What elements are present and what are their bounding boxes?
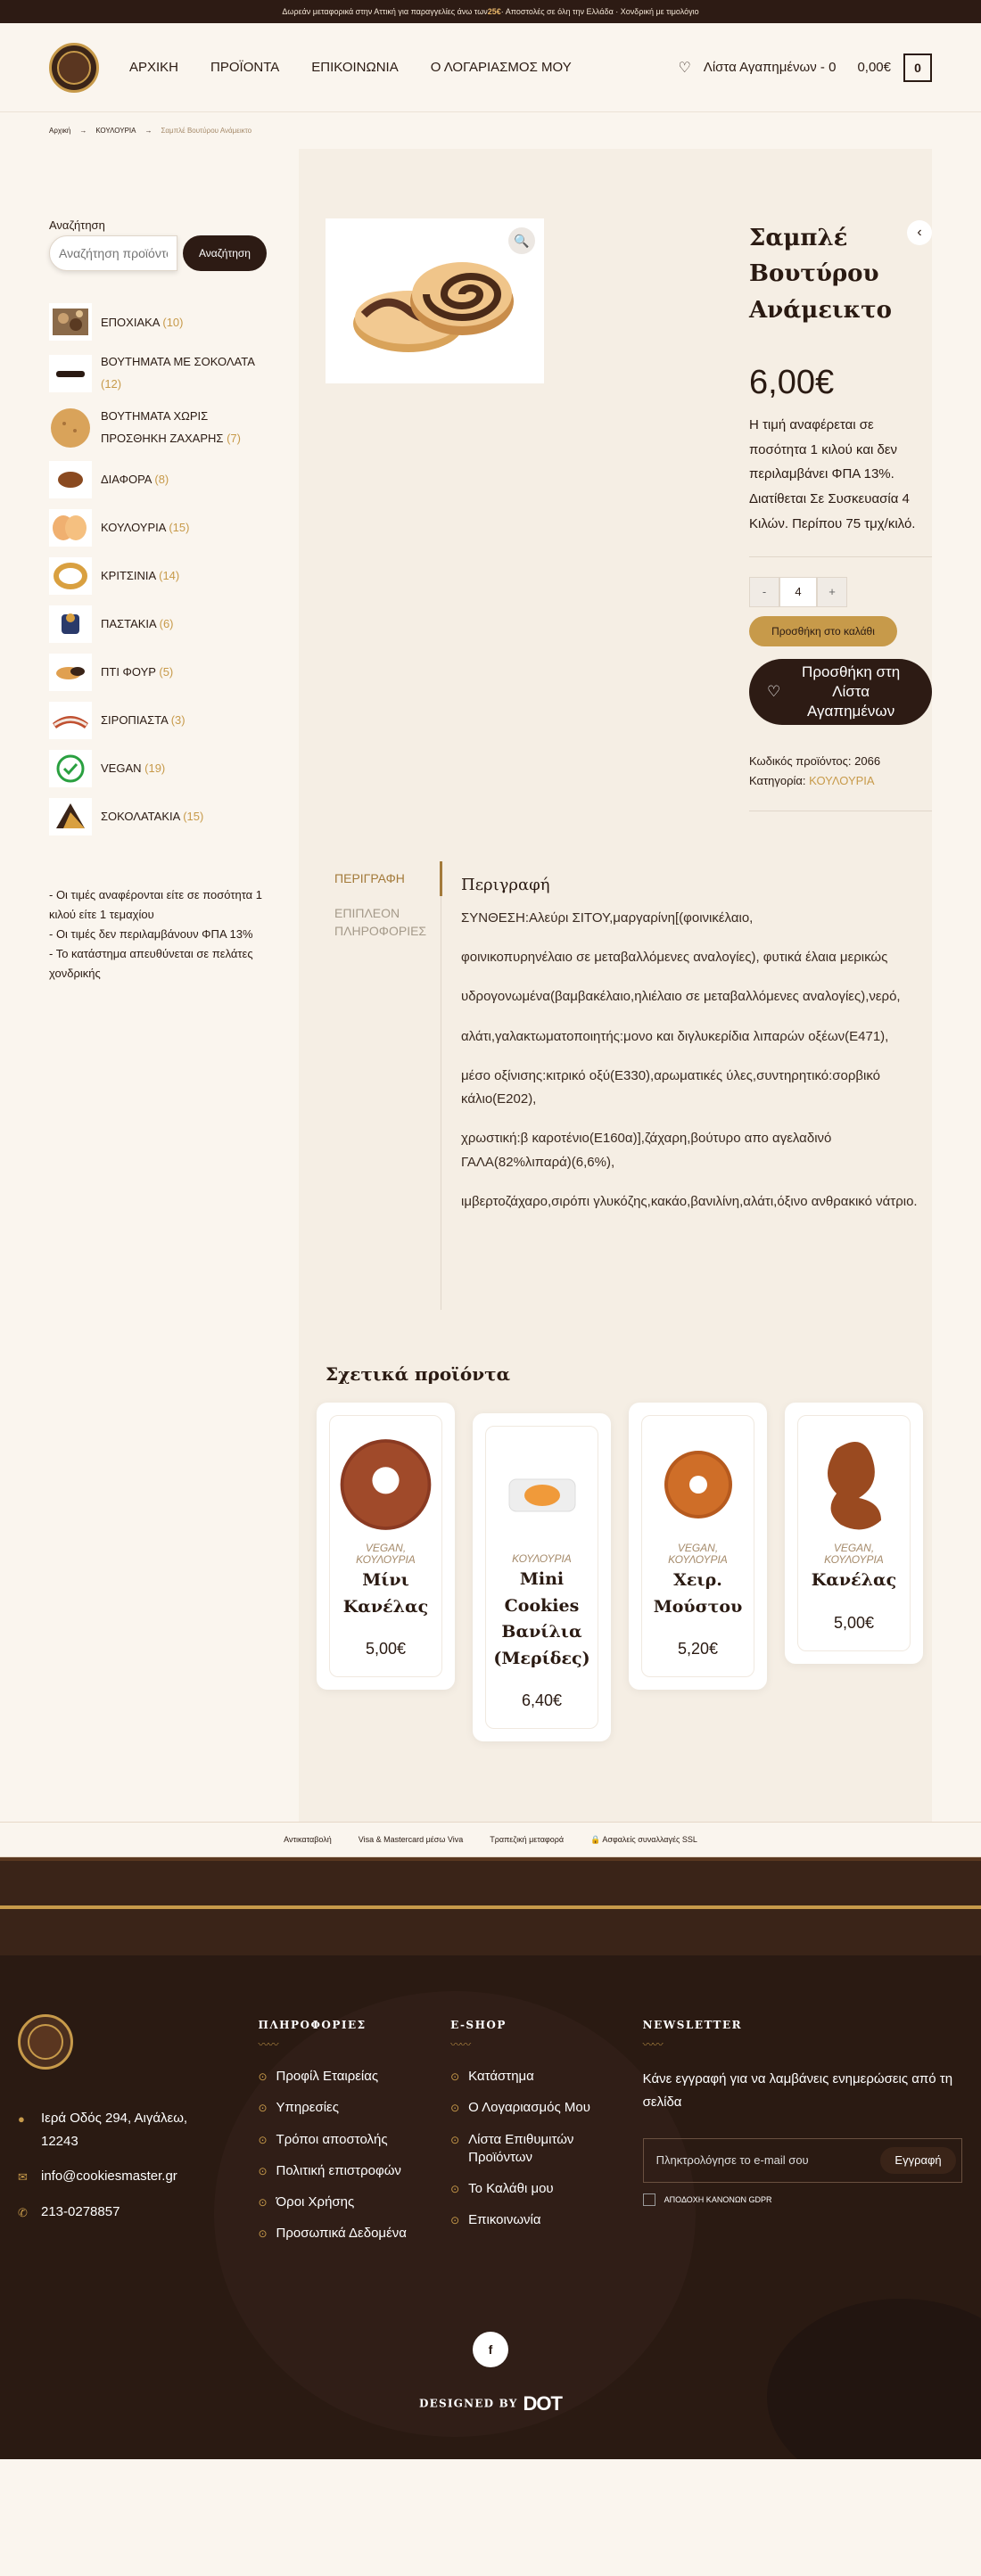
product-title[interactable]: Mini Cookies Βανίλια (Μερίδες) bbox=[493, 1569, 590, 1668]
circle-bullet-icon: ⊙ bbox=[258, 2164, 268, 2177]
related-products bbox=[299, 1363, 932, 1822]
footer-background-decor bbox=[767, 2299, 981, 2459]
product-category[interactable]: VEGAN, ΚΟΥΛΟΥΡΙΑ bbox=[824, 1542, 884, 1567]
category-item[interactable] bbox=[49, 406, 299, 449]
payment-method: Τραπεζική μεταφορά bbox=[490, 1835, 565, 1845]
header-actions bbox=[678, 53, 932, 82]
category-item[interactable] bbox=[49, 605, 299, 643]
category-label: ΠΤΙ ΦΟΥΡ (5) bbox=[101, 665, 174, 679]
heart-icon[interactable]: ♡ bbox=[678, 60, 691, 76]
category-thumbnail bbox=[49, 461, 92, 498]
product-price: 5,20€ bbox=[677, 1640, 719, 1658]
category-label: ΣΟΚΟΛΑΤΑΚΙΑ (15) bbox=[101, 810, 204, 824]
breadcrumb-current: Σαμπλέ Βουτύρου Ανάμεικτο bbox=[161, 127, 252, 135]
product-photo bbox=[346, 239, 524, 364]
zoom-icon[interactable]: 🔍 bbox=[508, 227, 535, 254]
product-title[interactable]: Χειρ. Μούστου bbox=[653, 1570, 743, 1617]
designed-by-label: DESIGNED BY bbox=[419, 2397, 518, 2410]
description-paragraph: αλάτι,γαλακτωματοποιητής:μονο και διγλυκερίδια λιπαρών οξέων(Ε471), bbox=[461, 1028, 889, 1044]
product-category[interactable]: VEGAN, ΚΟΥΛΟΥΡΙΑ bbox=[356, 1542, 416, 1567]
product-price: 6,40€ bbox=[521, 1691, 563, 1710]
cart-total[interactable]: 0,00€ bbox=[857, 60, 891, 75]
category-thumbnail bbox=[49, 557, 92, 595]
site-footer bbox=[0, 1857, 981, 2459]
gdpr-consent[interactable] bbox=[643, 2193, 963, 2206]
product-thumbnail bbox=[491, 1437, 592, 1553]
add-to-wishlist-button[interactable] bbox=[749, 659, 932, 725]
circle-bullet-icon: ⊙ bbox=[258, 2070, 268, 2084]
tab-list bbox=[326, 861, 441, 1310]
product-image[interactable] bbox=[326, 218, 544, 383]
footer-link[interactable]: ⊙ Υπηρεσίες bbox=[258, 2099, 450, 2117]
category-thumbnail bbox=[49, 409, 92, 447]
breadcrumb-separator: → bbox=[79, 127, 87, 135]
search-title: Αναζήτηση bbox=[49, 218, 105, 232]
footer-shop-links bbox=[450, 2068, 643, 2230]
product-price: 5,00€ bbox=[833, 1613, 875, 1632]
category-item[interactable] bbox=[49, 654, 299, 691]
tab-panel-description bbox=[441, 861, 932, 1310]
announcement-highlight: 25€ bbox=[487, 7, 501, 16]
circle-bullet-icon: ⊙ bbox=[258, 2133, 268, 2146]
description-paragraph: ιμβερτοζάχαρο,σιρόπι γλυκόζης,κακάο,βανιλίνη,αλάτι,όξινο ανθρακικό νάτριο. bbox=[461, 1193, 918, 1209]
product-category-link[interactable]: ΚΟΥΛΟΥΡΙΑ bbox=[809, 773, 875, 787]
breadcrumb-home[interactable]: Αρχική bbox=[49, 127, 71, 135]
site-logo[interactable] bbox=[49, 43, 99, 93]
wave-divider-icon: 〰〰 bbox=[258, 2038, 278, 2052]
note-line: - Το κατάστημα απευθύνεται σε πελάτες χονδρικής bbox=[49, 947, 253, 981]
quantity-decrease-button[interactable]: - bbox=[749, 577, 779, 607]
category-item[interactable] bbox=[49, 461, 299, 498]
tab-panel-title: Περιγραφή bbox=[461, 875, 550, 894]
phone-row[interactable] bbox=[18, 2201, 258, 2224]
product-meta bbox=[749, 752, 932, 811]
circle-bullet-icon: ⊙ bbox=[258, 2227, 268, 2241]
top-announcement-bar bbox=[0, 0, 981, 23]
logo-emblem bbox=[57, 51, 91, 85]
category-thumbnail bbox=[49, 605, 92, 643]
footer-newsletter-column bbox=[643, 2014, 963, 2257]
product-category-row: Κατηγορία: ΚΟΥΛΟΥΡΙΑ bbox=[749, 773, 875, 787]
footer-logo[interactable] bbox=[18, 2014, 73, 2070]
related-product-card[interactable] bbox=[473, 1413, 611, 1741]
payment-method: 🔒 Ασφαλείς συναλλαγές SSL bbox=[590, 1834, 697, 1844]
sidebar bbox=[49, 149, 299, 1822]
description-paragraph: μέσο οξίνισης:κιτρικό οξύ(Ε330),αρωματικές ύλες,συντηρητικό:σορβικό κάλιο(Ε202), bbox=[461, 1067, 881, 1107]
category-thumbnail bbox=[49, 750, 92, 787]
envelope-icon: ✉ bbox=[18, 2170, 28, 2185]
footer-link[interactable]: ⊙ Επικοινωνία bbox=[450, 2211, 643, 2229]
footer-divider bbox=[0, 1905, 981, 1909]
category-thumbnail bbox=[49, 798, 92, 835]
related-heading: Σχετικά προϊόντα bbox=[326, 1363, 510, 1386]
designer-logo[interactable]: DOT bbox=[523, 2392, 562, 2416]
wave-divider-icon: 〰〰 bbox=[642, 2038, 663, 2052]
category-item[interactable] bbox=[49, 509, 299, 547]
related-product-card[interactable] bbox=[785, 1403, 923, 1664]
nav-my-account[interactable]: Ο ΛΟΓΑΡΙΑΣΜΟΣ ΜΟΥ bbox=[430, 60, 572, 75]
category-item[interactable] bbox=[49, 798, 299, 835]
circle-bullet-icon: ⊙ bbox=[450, 2214, 460, 2227]
product-title[interactable]: Κανέλας bbox=[811, 1570, 897, 1591]
card-inner bbox=[797, 1415, 911, 1651]
description-paragraph: υδρογονωμένα(βαμβακέλαιο,ηλιέλαιο σε μεταβαλλόμενες αναλογίες),νερό, bbox=[461, 989, 901, 1005]
payment-methods-bar bbox=[0, 1822, 981, 1857]
category-thumbnail bbox=[49, 355, 92, 392]
footer-link[interactable]: ⊙ Το Καλάθι μου bbox=[450, 2180, 643, 2198]
category-item[interactable] bbox=[49, 351, 299, 395]
description-paragraph: φοινικοπυρηνέλαιο σε μεταβαλλόμενες αναλογίες), φυτικά έλαια μερικώς bbox=[461, 950, 888, 966]
footer-link[interactable]: ⊙ Όροι Χρήσης bbox=[258, 2193, 450, 2211]
circle-bullet-icon: ⊙ bbox=[258, 2196, 268, 2210]
product-price: 6,00€ bbox=[749, 363, 835, 401]
newsletter-subscribe-button[interactable]: Εγγραφή bbox=[880, 2147, 955, 2174]
related-product-card[interactable] bbox=[629, 1403, 767, 1690]
product-title[interactable]: Μίνι Κανέλας bbox=[342, 1570, 429, 1617]
category-thumbnail bbox=[49, 654, 92, 691]
footer-info-links bbox=[258, 2068, 450, 2243]
circle-bullet-icon: ⊙ bbox=[450, 2183, 460, 2196]
cart-count: 0 bbox=[914, 60, 921, 75]
footer-link[interactable]: ⊙ Προφίλ Εταιρείας bbox=[258, 2068, 450, 2086]
footer-columns bbox=[18, 2014, 963, 2257]
category-label: VEGAN (19) bbox=[101, 761, 166, 776]
product-category[interactable]: VEGAN, ΚΟΥΛΟΥΡΙΑ bbox=[668, 1542, 728, 1567]
circle-bullet-icon: ⊙ bbox=[450, 2133, 460, 2146]
category-thumbnail bbox=[49, 702, 92, 739]
newsletter-form bbox=[643, 2138, 962, 2183]
wishlist-link[interactable]: Λίστα Αγαπημένων - 0 bbox=[703, 60, 837, 75]
product-sku-row: Κωδικός προϊόντος: 2066 bbox=[749, 753, 881, 768]
quantity-input[interactable]: 4 bbox=[779, 577, 817, 607]
search-button[interactable]: Αναζήτηση bbox=[183, 235, 267, 271]
gdpr-checkbox[interactable] bbox=[643, 2193, 655, 2206]
category-item[interactable] bbox=[49, 750, 299, 787]
newsletter-text: Κάνε εγγραφή για να λαμβάνεις ενημερώσεις από τη σελίδα bbox=[642, 2071, 953, 2111]
designed-by bbox=[0, 2392, 981, 2416]
category-label: ΔΙΑΦΟΡΑ (8) bbox=[101, 473, 169, 487]
newsletter-email-input[interactable]: Πληκτρολόγησε το e-mail σου bbox=[655, 2153, 809, 2168]
phone-text[interactable]: 213-0278857 bbox=[41, 2203, 120, 2219]
footer-link[interactable]: ⊙ Πολιτική επιστροφών bbox=[258, 2162, 450, 2180]
category-label: ΣΙΡΟΠΙΑΣΤΑ (3) bbox=[101, 713, 185, 728]
product-tabs bbox=[299, 861, 932, 1310]
breadcrumb-category[interactable]: ΚΟΥΛΟΥΡΙΑ bbox=[95, 127, 136, 135]
related-product-card[interactable] bbox=[317, 1403, 455, 1690]
footer-shop-column bbox=[450, 2014, 643, 2257]
facebook-icon[interactable]: f bbox=[473, 2332, 508, 2367]
product-thumbnail bbox=[647, 1427, 748, 1543]
payment-method: Αντικαταβολή bbox=[284, 1835, 332, 1845]
product-thumbnail bbox=[804, 1427, 904, 1543]
category-label: ΠΑΣΤΑΚΙΑ (6) bbox=[101, 617, 174, 631]
description-paragraph: ΣΥΝΘΕΣΗ:Αλεύρι ΣΙΤΟΥ,μαργαρίνη[(φοινικέλαιο, bbox=[461, 909, 754, 926]
main-nav bbox=[129, 60, 572, 75]
footer-link[interactable]: ⊙ Ο Λογαριασμός Μου bbox=[450, 2099, 643, 2117]
address-row bbox=[18, 2107, 258, 2152]
circle-bullet-icon: ⊙ bbox=[258, 2102, 268, 2115]
nav-products[interactable]: ΠΡΟΪΟΝΤΑ bbox=[210, 60, 280, 75]
category-label: ΚΡΙΤΣΙΝΙΑ (14) bbox=[101, 569, 180, 583]
card-inner bbox=[329, 1415, 442, 1677]
tab-description[interactable]: ΠΕΡΙΓΡΑΦΗ bbox=[326, 861, 442, 897]
add-to-cart-button[interactable]: Προσθήκη στο καλάθι bbox=[749, 616, 897, 646]
footer-main bbox=[0, 1955, 981, 2459]
category-item[interactable] bbox=[49, 557, 299, 595]
address-text: Ιερά Οδός 294, Αιγάλεω, 12243 bbox=[41, 2111, 188, 2149]
footer-link[interactable]: ⊙ Τρόποι αποστολής bbox=[258, 2131, 450, 2149]
note-line: - Οι τιμές αναφέρονται είτε σε ποσότητα 1 κιλού είτε 1 τεμαχίου bbox=[49, 887, 263, 921]
email-row[interactable] bbox=[18, 2165, 258, 2188]
product-price: 5,00€ bbox=[365, 1640, 407, 1658]
wave-divider-icon: 〰〰 bbox=[450, 2038, 471, 2052]
category-thumbnail bbox=[49, 303, 92, 341]
category-label: ΕΠΟΧΙΑΚΑ (10) bbox=[101, 315, 184, 329]
card-inner bbox=[641, 1415, 754, 1677]
tab-additional-info[interactable]: ΕΠΙΠΛΕΟΝ ΠΛΗΡΟΦΟΡΙΕΣ bbox=[334, 906, 427, 939]
quantity-increase-button[interactable]: + bbox=[817, 577, 847, 607]
gdpr-label: ΑΠΟΔΟΧΗ ΚΑΝΟΝΩΝ GDPR bbox=[664, 2194, 772, 2204]
previous-product-icon[interactable]: ‹ bbox=[907, 220, 932, 245]
category-label: ΚΟΥΛΟΥΡΙΑ (15) bbox=[101, 521, 190, 535]
circle-bullet-icon: ⊙ bbox=[450, 2070, 460, 2084]
location-pin-icon: ● bbox=[18, 2112, 25, 2127]
breadcrumb bbox=[0, 112, 981, 149]
footer-shop-heading: E-SHOP bbox=[450, 2019, 507, 2032]
sidebar-notes bbox=[49, 885, 263, 983]
category-thumbnail bbox=[49, 509, 92, 547]
phone-icon: ✆ bbox=[18, 2205, 28, 2219]
category-label: ΒΟΥΤΗΜΑΤΑ ΜΕ ΣΟΚΟΛΑΤΑ (12) bbox=[101, 355, 255, 391]
card-inner bbox=[485, 1426, 598, 1729]
search-form bbox=[49, 235, 299, 271]
circle-bullet-icon: ⊙ bbox=[450, 2102, 460, 2115]
footer-newsletter-heading: NEWSLETTER bbox=[642, 2019, 743, 2032]
product-sku: 2066 bbox=[854, 753, 881, 768]
quantity-stepper bbox=[749, 577, 932, 607]
logo-emblem bbox=[28, 2024, 63, 2060]
category-item[interactable] bbox=[49, 303, 299, 341]
footer-band bbox=[0, 1857, 981, 1955]
nav-contact[interactable]: ΕΠΙΚΟΙΝΩΝΙΑ bbox=[311, 60, 399, 75]
footer-link[interactable]: ⊙ Κατάστημα bbox=[450, 2068, 643, 2086]
product-summary bbox=[749, 218, 932, 811]
nav-home[interactable]: ΑΡΧΙΚΗ bbox=[129, 60, 179, 75]
payment-method: Visa & Mastercard μέσω Viva bbox=[358, 1835, 464, 1845]
heart-icon: ♡ bbox=[767, 682, 781, 700]
footer-link[interactable]: ⊙ Προσωπικά Δεδομένα bbox=[258, 2225, 450, 2243]
footer-contact-column bbox=[18, 2014, 258, 2257]
product-category[interactable]: ΚΟΥΛΟΥΡΙΑ bbox=[512, 1552, 572, 1566]
category-item[interactable] bbox=[49, 702, 299, 739]
breadcrumb-separator: → bbox=[144, 127, 153, 135]
announcement-text-start: Δωρεάν μεταφορικά στην Αττική για παραγγελίες άνω των bbox=[282, 7, 488, 16]
cart-icon[interactable] bbox=[903, 53, 932, 82]
product-price-note: Η τιμή αναφέρεται σε ποσότητα 1 κιλού και δεν περιλαμβάνει ΦΠΑ 13%. Διατίθεται Σε Συσκευασία 4 Κιλών. Περίπου 75 τμχ/κιλό. bbox=[749, 413, 932, 557]
main-layout bbox=[0, 149, 981, 1822]
description-paragraph: χρωστική:β καροτένιο(Ε160α)],ζάχαρη,βούτυρο απο αγελαδινό ΓΑΛΑ(82%λιπαρά)(6,6%), bbox=[461, 1131, 832, 1170]
note-line: - Οι τιμές δεν περιλαμβάνουν ΦΠΑ 13% bbox=[49, 926, 253, 941]
category-label: ΒΟΥΤΗΜΑΤΑ ΧΩΡΙΣ ΠΡΟΣΘΗΚΗ ΖΑΧΑΡΗΣ (7) bbox=[101, 409, 241, 446]
announcement-text-end: · Αποστολές σε όλη την Ελλάδα · Χονδρική με τιμολόγιο bbox=[500, 7, 699, 16]
email-text[interactable]: info@cookiesmaster.gr bbox=[41, 2169, 177, 2185]
product-content bbox=[299, 149, 932, 1822]
product-title: Σαμπλέ Βουτύρου Ανάμεικτο bbox=[749, 225, 892, 324]
product-summary-area bbox=[299, 149, 932, 811]
footer-info-column bbox=[258, 2014, 450, 2257]
footer-link[interactable]: ⊙ Λίστα Επιθυμιτών Προϊόντων bbox=[450, 2131, 643, 2168]
product-thumbnail bbox=[335, 1427, 436, 1543]
footer-contact bbox=[18, 2107, 258, 2223]
footer-info-heading: ΠΛΗΡΟΦΟΡΙΕΣ bbox=[258, 2019, 367, 2032]
related-product-list bbox=[317, 1403, 932, 1741]
search-input[interactable] bbox=[49, 235, 177, 271]
site-header bbox=[0, 23, 981, 112]
add-to-wishlist-label: Προσθήκη στη Λίστα Αγαπημένων bbox=[802, 663, 901, 720]
